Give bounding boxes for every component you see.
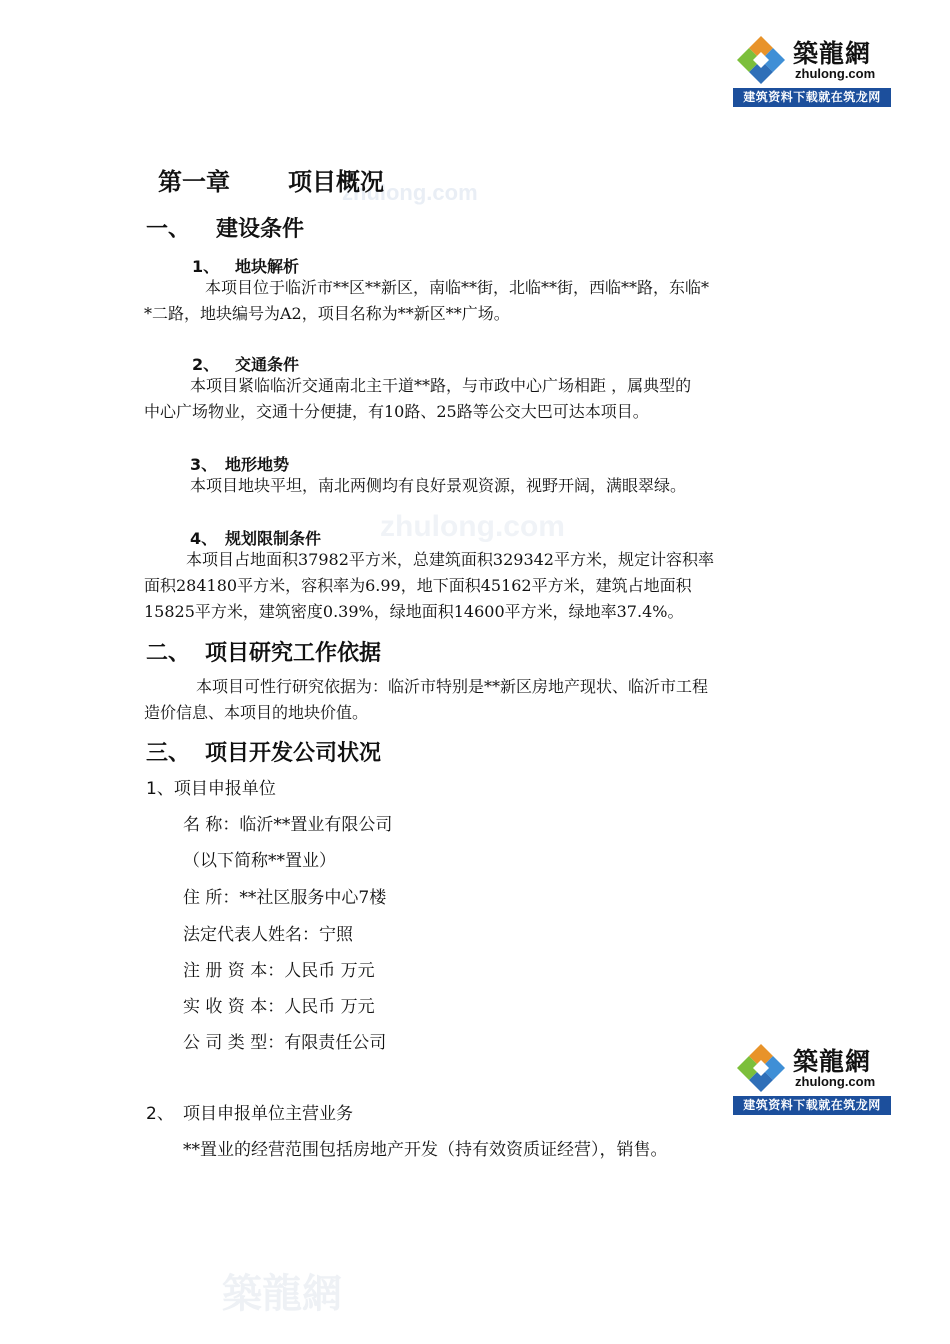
subsection-2-number: 2、 (146, 1104, 174, 1124)
field-paid-capital (183, 992, 375, 1017)
field-legal-rep-value: 宁照 (319, 925, 353, 945)
logo-tagline: 建筑资料下载就在筑龙网 (733, 88, 891, 107)
item-1-title: 地块解析 (235, 257, 300, 276)
subsection-1-title: 1、项目申报单位 (146, 779, 276, 799)
field-abbreviation-label: （以下简称**置业） (183, 851, 336, 871)
subsection-2-line: **置业的经营范围包括房地产开发（持有效资质证经营），销售。 (183, 1140, 668, 1160)
item-3-line-1: 本项目地块平坦，南北两侧均有良好景观资源，视野开阔，满眼翠绿。 (190, 476, 687, 495)
field-address (183, 883, 386, 908)
field-legal-rep (183, 920, 353, 945)
field-registered-capital (183, 956, 375, 981)
chapter-number: 第一章 (158, 168, 230, 196)
watermark-bottom: 築龍網 (222, 1270, 342, 1317)
item-2-line-2: 中心广场物业，交通十分便捷，有10路、25路等公交大巴可达本项目。 (144, 402, 649, 421)
section-2-line-1: 本项目可性行研究依据为：临沂市特别是**新区房地产现状、临沂市工程 (196, 677, 709, 696)
zhulong-diamond-icon (735, 34, 787, 86)
field-company-type-value: 有限责任公司 (284, 1033, 387, 1053)
item-2-title: 交通条件 (235, 355, 300, 374)
zhulong-diamond-icon (735, 1042, 787, 1094)
field-company-type-label: 公 司 类 型： (183, 1033, 285, 1053)
section-3-number: 三、 (146, 741, 191, 766)
field-address-value: **社区服务中心7楼 (239, 888, 387, 908)
field-paid-capital-value: 人民币 万元 (284, 997, 375, 1017)
section-2-title: 项目研究工作依据 (205, 641, 382, 666)
logo-english-name: zhulong.com (795, 1074, 876, 1089)
logo-chinese-name: 築龍網 (793, 39, 872, 68)
item-4-title: 规划限制条件 (225, 529, 322, 548)
field-name-label: 名 称： (183, 815, 240, 835)
zhulong-logo-2 (733, 1040, 891, 1116)
field-company-type (183, 1028, 386, 1053)
item-1-line-2: *二路，地块编号为A2，项目名称为**新区**广场。 (144, 304, 510, 323)
item-1-line-1: 本项目位于临沂市**区**新区，南临**街，北临**街，西临**路，东临* (205, 278, 710, 297)
subsection-2-title: 项目申报单位主营业务 (183, 1104, 353, 1124)
item-3-number: 3、 (190, 455, 218, 474)
field-abbreviation (183, 846, 336, 871)
item-2-line-1: 本项目紧临临沂交通南北主干道**路，与市政中心广场相距 ，属典型的 (190, 376, 692, 395)
item-4-line-2: 面积284180平方米，容积率为6.99，地下面积45162平方米，建筑占地面积 (144, 576, 692, 595)
item-1-number: 1、 (192, 257, 220, 276)
item-3-title: 地形地势 (225, 455, 290, 474)
logo-english-name: zhulong.com (795, 66, 876, 81)
section-1-number: 一、 (146, 217, 191, 242)
zhulong-logo (733, 32, 891, 108)
logo-tagline: 建筑资料下载就在筑龙网 (733, 1096, 891, 1115)
field-address-label: 住 所： (183, 888, 240, 908)
section-1-title: 建设条件 (216, 217, 305, 242)
item-4-line-1: 本项目占地面积37982平方米，总建筑面积329342平方米，规定计容积率 (186, 550, 714, 569)
field-registered-capital-label: 注 册 资 本： (183, 961, 285, 981)
section-2-number: 二、 (146, 641, 191, 666)
chapter-title: 项目概况 (288, 168, 384, 196)
field-paid-capital-label: 实 收 资 本： (183, 997, 285, 1017)
field-legal-rep-label: 法定代表人姓名： (183, 925, 319, 945)
watermark-top: zhulong.com (342, 180, 478, 205)
field-name (183, 810, 392, 835)
logo-chinese-name: 築龍網 (793, 1047, 872, 1076)
section-2-line-2: 造价信息、本项目的地块价值。 (144, 703, 369, 722)
field-registered-capital-value: 人民币 万元 (284, 961, 375, 981)
item-4-number: 4、 (190, 529, 218, 548)
field-name-value: 临沂**置业有限公司 (239, 815, 393, 835)
item-4-line-3: 15825平方米，建筑密度0.39%，绿地面积14600平方米，绿地率37.4%。 (144, 602, 684, 621)
item-2-number: 2、 (192, 355, 220, 374)
watermark-middle: zhulong.com (380, 510, 565, 543)
section-3-title: 项目开发公司状况 (205, 741, 382, 766)
